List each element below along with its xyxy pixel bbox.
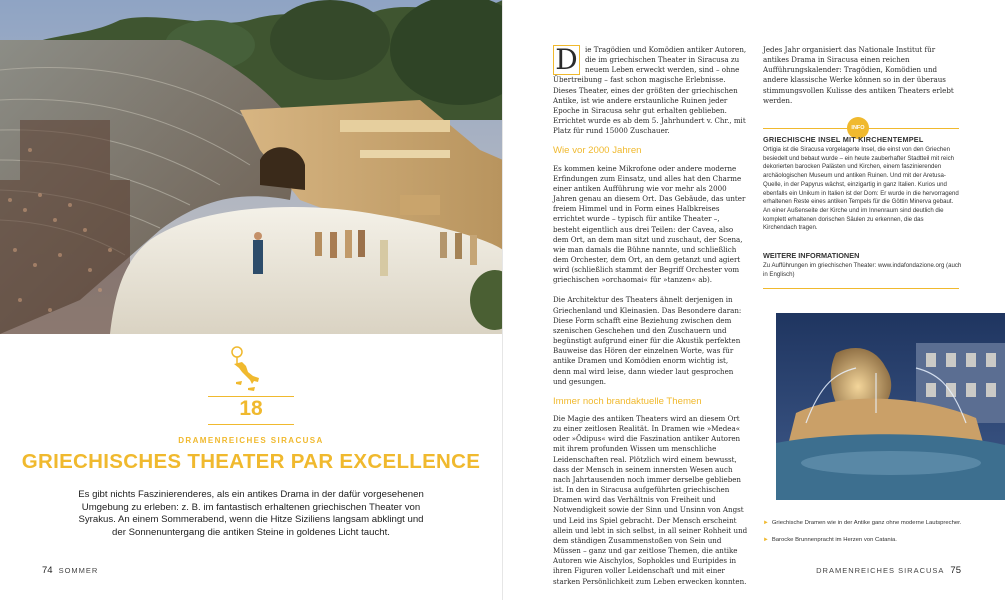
chapter-number: 18 [239,397,263,420]
article-paragraph-2: Es kommen keine Mikrofone oder andere moderne Erfindungen zum Einsatz, und alles hat den Charme einer antiken Aufführung wie vor mehr als 2000 Jahren genau an diesem Ort. Das Gebäude, das unter freiem Himmel und in Form eines Halbkreises errichtet wurde – typisch für antike Theater –, besteht eigentlich aus drei Teilen: der Cavea, also dem Ort, an dem man sitzt und zuschaut, der Scena, wie man damals die Bühne nannte, und schließlich dem Orchester, dem Ort, an dem getanzt und agiert wird (schließlich stammt der Begriff Orchester vom griechischen »orchaomai« für »tanzen« ab). [553,163,746,285]
triangle-icon: ► [763,520,769,526]
italy-map-icon [228,344,268,392]
info-body: Ortigia ist die Siracusa vorgelagerte Insel, die einst von den Griechen besiedelt und bebaut wurde – ein heute zauberhafter Stadtteil mit reich dekorierten barocken Palästen und Kirchen, einem faszinierenden archäologischen Museum und antiken Ruinen. Und mit der Aretusa-Quelle, in der Papyrus wächst, einzigartig in ganz Italien. Kurios und ebenfalls ein Unikum in Italien ist der Dom: Er wurde in die hervorragend erhaltenen Reste eines antiken Tempels für die Göttin Minerva gebaut. An einer Außenseite der Kirche und im Innenraum sind deutlich die komplett erhaltenen dorischen Säulen zu erkennen, die das Kirchendach tragen. [763,146,959,232]
more-info-title: WEITERE INFORMATIONEN [763,251,860,260]
subheading-1: Wie vor 2000 Jahren [553,145,642,157]
headline: GRIECHISCHES THEATER PAR EXCELLENCE [21,450,481,473]
more-info-body: Zu Aufführungen im griechischen Theater: www.indafondazione.org (auch in Englisch) [763,262,962,278]
info-rule-bottom [763,288,959,289]
article-column-1 [553,45,748,597]
fountain-photo [776,313,1005,500]
intro-text: Es gibt nichts Faszinierenderes, als ein antikes Drama in der dafür vorgesehenen Umgebung zu erleben: z. B. im fantastisch erhaltenen griechischen Theater von Syrakus. An einem Sommerabend, wenn die Hitze Siziliens langsam abklingt und der Sonnenuntergang die antiken Steine in goldenes Licht taucht. [78,489,424,538]
folio-right [816,565,961,576]
caption-1-text: Griechische Dramen wie in der Antike ganz ohne moderne Lautsprecher. [771,520,962,526]
kicker: DRAMENREICHES SIRACUSA [178,436,324,445]
article-paragraph-3: Die Architektur des Theaters ähnelt derjenigen in Griechenland und Kleinasien. Das Besondere daran: Diese Form schafft eine Beziehung zwischen dem szenischen Geschehen und den Zuschauern und begünstigt aufgrund einer für die Akustik perfekten Bauweise das Hören der einzelnen Worte, was für antike Dramen und Komödien enorm wichtig ist, denn mal wird leise, dann wieder laut gesprochen und gesungen. [553,295,742,386]
folio-left-label: SOMMER [58,566,99,575]
folio-right-label: DRAMENREICHES SIRACUSA [816,566,945,575]
caption-2 [763,536,963,544]
folio-left [42,565,98,576]
caption-1 [763,519,963,527]
article-column-2 [763,45,959,116]
dropcap: D [553,45,580,75]
article-paragraph-1 [553,45,748,136]
article-paragraph-5: Jedes Jahr organisiert das Nationale Institut für antikes Drama in Siracusa einen reichen Aufführungskalender: Tragödien, Komödien und andere klassische Werke können so in der überaus stimmungsvollen Kulisse des antiken Theaters erlebt werden. [763,45,954,105]
info-badge: INFO [847,117,869,139]
article-paragraph-4: Die Magie des antiken Theaters wird an diesem Ort zu einer zeitlosen Realität. In Dramen wie »Medea« oder »Ödipus« wird die Faszination antiker Autoren mit ihrem profunden Wissen um menschliche Leidenschaften real. Plötzlich wird einem bewusst, dass der Mensch in seinem innersten Wesen auch nach Jahrtausenden noch immer derselbe geblieben ist. In den in Siracusa aufgeführten griechischen Dramen wird das Verhältnis von Freiheit und Notwendigkeit sowie der Sinn und Unsinn von Angst und Leid ins Spiel gebracht. Der Mensch erscheint allein und lebt in sich selbst, in all seiner Rohheit und dem ständigen Zusammenstoßen von Sein und Müssen – ganz und gar zeitlose Themen, die antike Autoren wie Aischylos, Sophokles und Euripides in ihren Figuren voller Leidenschaft und mit einer starken Persönlichkeit zum Leben erwecken konnten. [553,414,748,586]
number-rule-bottom [208,424,294,425]
folio-right-number: 75 [950,565,961,576]
info-title: GRIECHISCHE INSEL MIT KIRCHENTEMPEL [763,135,924,144]
subheading-2: Immer noch brandaktuelle Themen [553,395,702,407]
article-p1-text: ie Tragödien und Komödien antiker Autoren, die im griechischen Theater in Siracusa zu neuem Leben erweckt werden, sind – ohne Übertreibung – fast schon magische Erlebnisse. Dieses Theater, eines der größten der griechischen Antike, ist wie andere erstaunliche Ruinen jeder Epoche in Siracusa sehr gut erhalten geblieben. Errichtet wurde es ab dem 5. Jahrhundert v. Chr., mit Platz für rund 15000 Zuschauer. [553,45,747,136]
caption-2-text: Barocke Brunnenpracht im Herzen von Catania. [771,537,897,543]
folio-left-number: 74 [42,565,53,576]
page-fold [502,0,503,600]
triangle-icon: ► [763,537,769,543]
theater-photo [0,0,503,334]
